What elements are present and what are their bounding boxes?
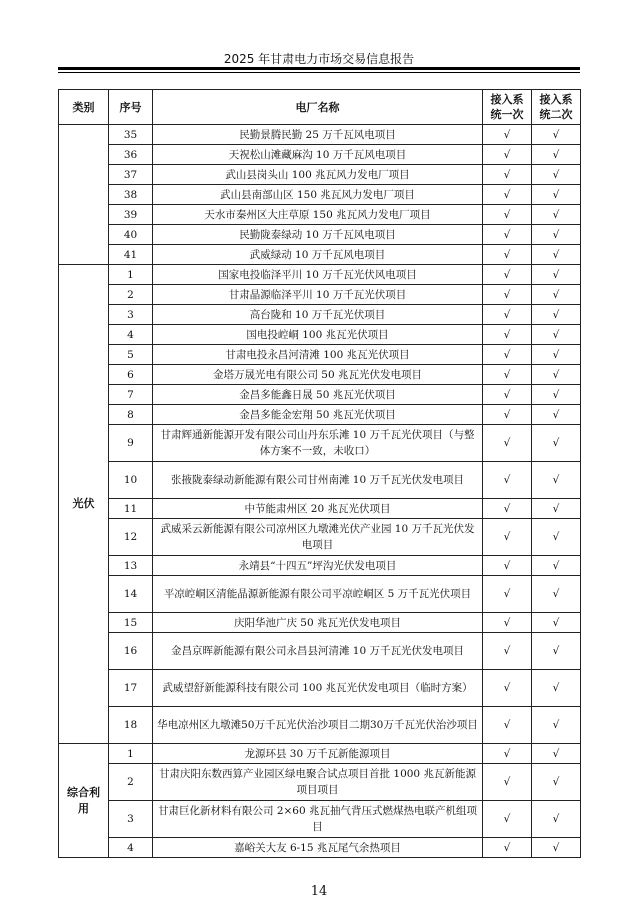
access-secondary-cell: √ — [532, 285, 581, 305]
number-cell: 36 — [109, 145, 153, 165]
access-primary-cell: √ — [483, 385, 532, 405]
column-header-access-secondary: 接入系统二次 — [532, 90, 581, 125]
number-cell: 2 — [109, 285, 153, 305]
number-cell: 41 — [109, 245, 153, 265]
number-cell: 3 — [109, 801, 153, 838]
column-header-access-primary: 接入系统一次 — [483, 90, 532, 125]
access-secondary-cell: √ — [532, 576, 581, 613]
access-secondary-cell: √ — [532, 801, 581, 838]
number-cell: 8 — [109, 405, 153, 425]
table-row — [59, 325, 581, 345]
access-primary-cell: √ — [483, 305, 532, 325]
number-cell: 16 — [109, 633, 153, 670]
plant-name-cell: 平凉崆峒区清能晶源新能源有限公司平凉崆峒区 5 万千瓦光伏项目 — [153, 576, 483, 613]
access-secondary-cell: √ — [532, 205, 581, 225]
plant-name-cell: 张掖陇泰绿动新能源有限公司甘州南滩 10 万千瓦光伏发电项目 — [153, 462, 483, 499]
table-row — [59, 285, 581, 305]
access-primary-cell: √ — [483, 325, 532, 345]
access-primary-cell: √ — [483, 556, 532, 576]
access-primary-cell: √ — [483, 145, 532, 165]
number-cell: 10 — [109, 462, 153, 499]
number-cell: 35 — [109, 125, 153, 145]
number-cell: 1 — [109, 265, 153, 285]
table-row — [59, 576, 581, 613]
plant-name-cell: 金昌多能鑫日晟 50 兆瓦光伏项目 — [153, 385, 483, 405]
table-row — [59, 425, 581, 462]
access-secondary-cell: √ — [532, 519, 581, 556]
number-cell: 5 — [109, 345, 153, 365]
plant-name-cell: 武威绿动 10 万千瓦风电项目 — [153, 245, 483, 265]
access-primary-cell: √ — [483, 801, 532, 838]
access-primary-cell: √ — [483, 744, 532, 764]
plant-name-cell: 民勤景腾民勤 25 万千瓦风电项目 — [153, 125, 483, 145]
number-cell: 17 — [109, 670, 153, 707]
access-primary-cell: √ — [483, 165, 532, 185]
page-header-title: 2025 年甘肃电力市场交易信息报告 — [223, 52, 415, 66]
table-row — [59, 613, 581, 633]
access-secondary-cell: √ — [532, 365, 581, 385]
access-primary-cell: √ — [483, 225, 532, 245]
access-secondary-cell: √ — [532, 838, 581, 858]
plant-name-cell: 金塔万晟光电有限公司 50 兆瓦光伏发电项目 — [153, 365, 483, 385]
number-cell: 39 — [109, 205, 153, 225]
table-row — [59, 707, 581, 744]
category-cell: 光伏 — [59, 265, 109, 744]
plant-name-cell: 甘肃巨化新材料有限公司 2×60 兆瓦抽气背压式燃煤热电联产机组项目 — [153, 801, 483, 838]
category-cell — [59, 125, 109, 265]
number-cell: 4 — [109, 838, 153, 858]
access-primary-cell: √ — [483, 519, 532, 556]
number-cell: 9 — [109, 425, 153, 462]
access-primary-cell: √ — [483, 245, 532, 265]
plant-name-cell: 高台陇和 10 万千瓦光伏项目 — [153, 305, 483, 325]
plant-name-cell: 甘肃晶源临泽平川 10 万千瓦光伏项目 — [153, 285, 483, 305]
plant-name-cell: 庆阳华池广庆 50 兆瓦光伏发电项目 — [153, 613, 483, 633]
access-primary-cell: √ — [483, 285, 532, 305]
table-row — [59, 185, 581, 205]
access-secondary-cell: √ — [532, 245, 581, 265]
number-cell: 18 — [109, 707, 153, 744]
table-row — [59, 801, 581, 838]
table-row — [59, 385, 581, 405]
table-row — [59, 265, 581, 285]
access-primary-cell: √ — [483, 499, 532, 519]
table-row — [59, 305, 581, 325]
plant-name-cell: 金昌京晖新能源有限公司永昌县河清滩 10 万千瓦光伏发电项目 — [153, 633, 483, 670]
page-number: 14 — [310, 884, 328, 899]
category-cell: 综合利用 — [59, 744, 109, 858]
table-row — [59, 670, 581, 707]
table-row — [59, 225, 581, 245]
access-secondary-cell: √ — [532, 345, 581, 365]
access-primary-cell: √ — [483, 425, 532, 462]
access-secondary-cell: √ — [532, 764, 581, 801]
header-rule-thin — [58, 72, 580, 73]
access-secondary-cell: √ — [532, 325, 581, 345]
plant-name-cell: 武山县岗头山 100 兆瓦风力发电厂项目 — [153, 165, 483, 185]
plant-name-cell: 民勤陇泰绿动 10 万千瓦风电项目 — [153, 225, 483, 245]
access-secondary-cell: √ — [532, 125, 581, 145]
access-primary-cell: √ — [483, 125, 532, 145]
column-header-number: 序号 — [109, 90, 153, 125]
number-cell: 37 — [109, 165, 153, 185]
access-primary-cell: √ — [483, 707, 532, 744]
number-cell: 40 — [109, 225, 153, 245]
power-plant-table — [58, 89, 581, 858]
number-cell: 13 — [109, 556, 153, 576]
plant-name-cell: 嘉峪关大友 6-15 兆瓦尾气余热项目 — [153, 838, 483, 858]
access-primary-cell: √ — [483, 405, 532, 425]
number-cell: 14 — [109, 576, 153, 613]
access-secondary-cell: √ — [532, 670, 581, 707]
number-cell: 2 — [109, 764, 153, 801]
access-primary-cell: √ — [483, 576, 532, 613]
plant-name-cell: 甘肃电投永昌河清滩 100 兆瓦光伏项目 — [153, 345, 483, 365]
access-secondary-cell: √ — [532, 499, 581, 519]
number-cell: 11 — [109, 499, 153, 519]
access-secondary-cell: √ — [532, 145, 581, 165]
table-row — [59, 499, 581, 519]
access-secondary-cell: √ — [532, 707, 581, 744]
number-cell: 6 — [109, 365, 153, 385]
column-header-category: 类别 — [59, 90, 109, 125]
plant-name-cell: 甘肃辉通新能源开发有限公司山丹东乐滩 10 万千瓦光伏项目（与整体方案不一致，未收口） — [153, 425, 483, 462]
table-row — [59, 205, 581, 225]
table-header — [59, 90, 581, 125]
table-row — [59, 744, 581, 764]
access-secondary-cell: √ — [532, 385, 581, 405]
access-primary-cell: √ — [483, 670, 532, 707]
plant-name-cell: 武山县南部山区 150 兆瓦风力发电厂项目 — [153, 185, 483, 205]
table-row — [59, 245, 581, 265]
access-secondary-cell: √ — [532, 633, 581, 670]
access-secondary-cell: √ — [532, 425, 581, 462]
plant-name-cell: 龙源环县 30 万千瓦新能源项目 — [153, 744, 483, 764]
table-row — [59, 519, 581, 556]
number-cell: 7 — [109, 385, 153, 405]
table-row — [59, 365, 581, 385]
table-row — [59, 405, 581, 425]
table-row — [59, 556, 581, 576]
access-primary-cell: √ — [483, 345, 532, 365]
table-row — [59, 633, 581, 670]
access-primary-cell: √ — [483, 365, 532, 385]
access-primary-cell: √ — [483, 613, 532, 633]
table-row — [59, 764, 581, 801]
header-rule-thick — [58, 67, 580, 70]
plant-name-cell: 天水市秦州区大庄草原 150 兆瓦风力发电厂项目 — [153, 205, 483, 225]
plant-name-cell: 甘肃庆阳东数西算产业园区绿电聚合试点项目首批 1000 兆瓦新能源项目项目 — [153, 764, 483, 801]
plant-name-cell: 武威采云新能源有限公司凉州区九墩滩光伏产业园 10 万千瓦光伏发电项目 — [153, 519, 483, 556]
number-cell: 15 — [109, 613, 153, 633]
table-row — [59, 165, 581, 185]
plant-name-cell: 天祝松山滩藏麻沟 10 万千瓦风电项目 — [153, 145, 483, 165]
access-secondary-cell: √ — [532, 744, 581, 764]
plant-name-cell: 武威望舒新能源科技有限公司 100 兆瓦光伏发电项目（临时方案） — [153, 670, 483, 707]
number-cell: 38 — [109, 185, 153, 205]
access-primary-cell: √ — [483, 764, 532, 801]
plant-name-cell: 永靖县“十四五”坪沟光伏发电项目 — [153, 556, 483, 576]
number-cell: 4 — [109, 325, 153, 345]
access-secondary-cell: √ — [532, 225, 581, 245]
access-secondary-cell: √ — [532, 405, 581, 425]
table-body — [59, 125, 581, 858]
plant-name-cell: 金昌多能金宏翔 50 兆瓦光伏项目 — [153, 405, 483, 425]
access-secondary-cell: √ — [532, 185, 581, 205]
access-primary-cell: √ — [483, 185, 532, 205]
access-primary-cell: √ — [483, 633, 532, 670]
access-primary-cell: √ — [483, 838, 532, 858]
access-secondary-cell: √ — [532, 462, 581, 499]
plant-name-cell: 中节能肃州区 20 兆瓦光伏项目 — [153, 499, 483, 519]
table-row — [59, 125, 581, 145]
access-primary-cell: √ — [483, 462, 532, 499]
table-row — [59, 838, 581, 858]
table-row — [59, 345, 581, 365]
table-row — [59, 145, 581, 165]
plant-name-cell: 国电投崆峒 100 兆瓦光伏项目 — [153, 325, 483, 345]
access-secondary-cell: √ — [532, 165, 581, 185]
access-secondary-cell: √ — [532, 613, 581, 633]
plant-name-cell: 华电凉州区九墩滩50万千瓦光伏治沙项目二期30万千瓦光伏治沙项目 — [153, 707, 483, 744]
plant-name-cell: 国家电投临泽平川 10 万千瓦光伏风电项目 — [153, 265, 483, 285]
access-secondary-cell: √ — [532, 556, 581, 576]
access-secondary-cell: √ — [532, 305, 581, 325]
number-cell: 1 — [109, 744, 153, 764]
table-row — [59, 462, 581, 499]
number-cell: 3 — [109, 305, 153, 325]
access-primary-cell: √ — [483, 265, 532, 285]
number-cell: 12 — [109, 519, 153, 556]
access-primary-cell: √ — [483, 205, 532, 225]
column-header-plant-name: 电厂名称 — [153, 90, 483, 125]
access-secondary-cell: √ — [532, 265, 581, 285]
